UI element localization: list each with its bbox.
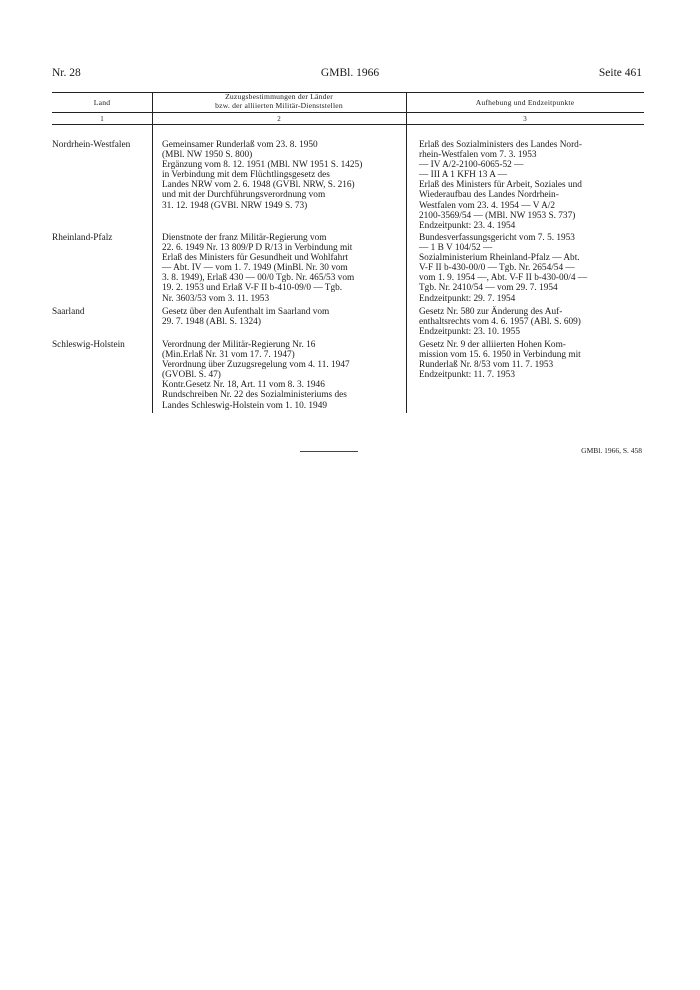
- column-number-3: 3: [523, 115, 527, 123]
- text-line: Verordnung der Militär-Regierung Nr. 16: [162, 340, 316, 350]
- text-line: Landes NRW vom 2. 6. 1948 (GVBl. NRW, S. 216): [162, 180, 355, 191]
- text-line: Nr. 3603/53 vom 3. 11. 1953: [162, 293, 270, 304]
- table-row-aufhebung: [419, 340, 581, 380]
- text-line: Dienstnote der franz Militär-Regierung vom: [162, 233, 327, 243]
- text-line: Wiederaufbau des Landes Nordrhein-: [419, 190, 559, 201]
- table-row-aufhebung: [419, 233, 587, 304]
- publication-title: GMBl. 1966: [320, 67, 380, 79]
- text-line: — IV A/2-2100-6065-52 —: [419, 160, 524, 171]
- text-line: Endzeitpunkt: 29. 7. 1954: [419, 293, 516, 304]
- text-line: Runderlaß Nr. 8/53 vom 11. 7. 1953: [419, 360, 554, 371]
- text-line: Landes Schleswig-Holstein vom 1. 10. 1949: [162, 400, 328, 411]
- column-number-2: 2: [277, 115, 281, 123]
- table-row-aufhebung: [419, 307, 581, 337]
- page-label: Seite 461: [598, 67, 642, 79]
- column-separator-1: [152, 92, 153, 413]
- text-line: 2100-3569/54 — (MBl. NW 1953 S. 737): [419, 210, 576, 221]
- text-line: Erlaß des Ministers für Gesundheit und Wohlfahrt: [162, 253, 349, 264]
- text-line: 19. 2. 1953 und Erlaß V-F II b-410-09/0 — Tgb.: [162, 283, 343, 294]
- text-line: rhein-Westfalen vom 7. 3. 1953: [419, 150, 537, 161]
- column-number-rule: [52, 124, 644, 125]
- text-line: Endzeitpunkt: 23. 10. 1955: [419, 327, 520, 338]
- text-line: Bundesverfassungsgericht vom 7. 5. 1953: [419, 233, 575, 243]
- header-bottom-rule: [52, 112, 644, 113]
- table-row-land: Rheinland-Pfalz: [52, 233, 113, 243]
- text-line: 22. 6. 1949 Nr. 13 809/P D R/13 in Verbindung mit: [162, 243, 353, 254]
- text-line: (GVOBl. S. 47): [162, 370, 221, 381]
- text-line: enthaltsrechts vom 4. 6. 1957 (ABl. S. 609): [419, 317, 581, 328]
- column-header-zuzug: [152, 93, 406, 110]
- text-line: (Min.Erlaß Nr. 31 vom 17. 7. 1947): [162, 350, 295, 361]
- column-header-zuzug-line1: Zuzugsbestimmungen der Länder: [225, 92, 333, 101]
- text-line: Gesetz Nr. 9 der alliierten Hohen Kom-: [419, 340, 566, 350]
- column-number-1: 1: [100, 115, 104, 123]
- text-line: Erlaß des Sozialministers des Landes Nord-: [419, 140, 582, 150]
- text-line: 3. 8. 1949), Erlaß 430 — 00/0 Tgb. Nr. 465/53 vom: [162, 273, 355, 284]
- text-line: 31. 12. 1948 (GVBl. NRW 1949 S. 73): [162, 200, 308, 211]
- text-line: Endzeitpunkt: 23. 4. 1954: [419, 220, 516, 231]
- text-line: in Verbindung mit dem Flüchtlingsgesetz des: [162, 170, 330, 181]
- text-line: V-F II b-430-00/0 — Tgb. Nr. 2654/54 —: [419, 263, 575, 274]
- text-line: — 1 B V 104/52 —: [419, 243, 493, 254]
- column-separator-2: [406, 92, 407, 413]
- text-line: Endzeitpunkt: 11. 7. 1953: [419, 370, 515, 381]
- text-line: Gesetz über den Aufenthalt im Saarland vom: [162, 307, 330, 317]
- text-line: Ergänzung vom 8. 12. 1951 (MBl. NW 1951 S. 1425): [162, 160, 363, 171]
- column-header-zuzug-line2: bzw. der alliierten Militär-Dienststellen: [215, 100, 343, 110]
- table-row-land: Nordrhein-Westfalen: [52, 140, 131, 150]
- text-line: — Abt. IV — vom 1. 7. 1949 (MinBl. Nr. 30 vom: [162, 263, 348, 274]
- text-line: Verordnung über Zuzugsregelung vom 4. 11. 1947: [162, 360, 350, 371]
- table-row-zuzug: [162, 307, 329, 327]
- text-line: vom 1. 9. 1954 —, Abt. V-F II b-430-00/4 —: [419, 273, 588, 284]
- text-line: Sozialministerium Rheinland-Pfalz — Abt.: [419, 253, 580, 264]
- text-line: Westfalen vom 23. 4. 1954 — V A/2: [419, 200, 556, 211]
- footer-divider: [300, 451, 358, 452]
- footer-reference: GMBl. 1966, S. 458: [581, 446, 642, 455]
- text-line: und mit der Durchführungsverordnung vom: [162, 190, 326, 201]
- text-line: (MBl. NW 1950 S. 800): [162, 150, 253, 161]
- text-line: Erlaß des Ministers für Arbeit, Soziales und: [419, 180, 582, 191]
- text-line: Rundschreiben Nr. 22 des Sozialministeriums des: [162, 390, 347, 401]
- table-row-zuzug: [162, 233, 354, 304]
- text-line: Tgb. Nr. 2410/54 — vom 29. 7. 1954: [419, 283, 558, 294]
- table-row-aufhebung: [419, 140, 582, 231]
- text-line: mission vom 15. 6. 1950 in Verbindung mit: [419, 350, 581, 361]
- table-row-zuzug: [162, 340, 350, 411]
- column-header-aufhebung: Aufhebung und Endzeitpunkte: [475, 98, 575, 107]
- text-line: Kontr.Gesetz Nr. 18, Art. 11 vom 8. 3. 1946: [162, 380, 325, 391]
- text-line: — III A 1 KFH 13 A —: [419, 170, 508, 181]
- column-header-land: Land: [93, 98, 111, 107]
- text-line: Gesetz Nr. 580 zur Änderung des Auf-: [419, 307, 563, 317]
- page-number-label: Nr. 28: [52, 67, 81, 79]
- text-line: Gemeinsamer Runderlaß vom 23. 8. 1950: [162, 140, 318, 150]
- text-line: 29. 7. 1948 (ABl. S. 1324): [162, 317, 261, 328]
- table-row-land: Schleswig-Holstein: [52, 340, 125, 350]
- table-row-land: Saarland: [52, 307, 85, 317]
- table-row-zuzug: [162, 140, 362, 211]
